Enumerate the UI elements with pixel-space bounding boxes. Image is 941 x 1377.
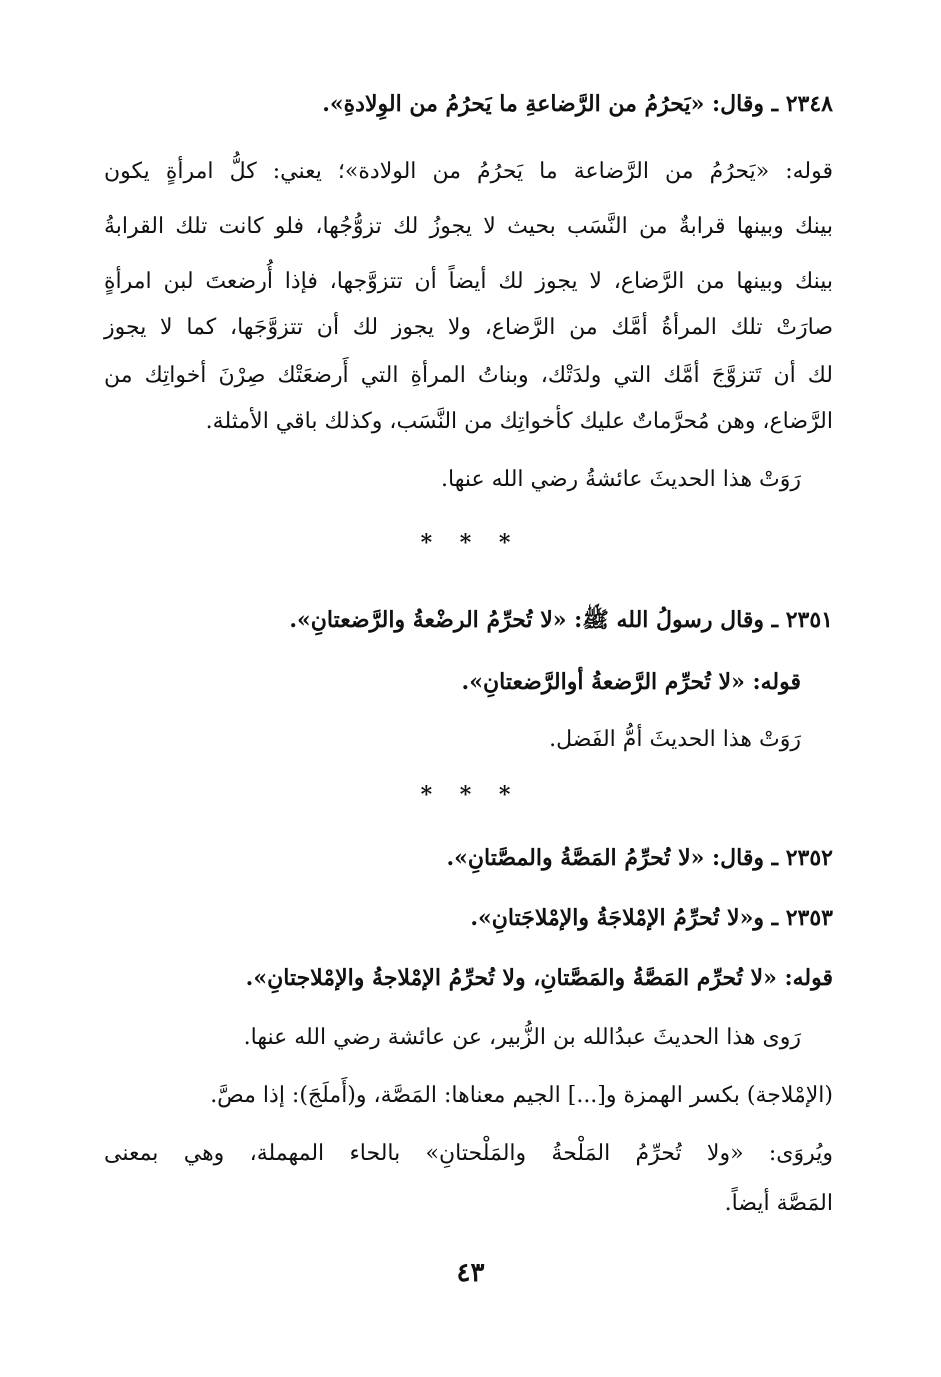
page-number: ٤٣: [456, 1258, 485, 1288]
hadith-2352: ٢٣٥٢ ـ وقال: «لا تُحرِّمُ المَصَّةُ والمصَّتانِ».: [446, 845, 833, 871]
commentary-line-6: الرَّضاع، وهن مُحرَّماتٌ عليك كأخواتِك من النَّسَب، وكذلك باقي الأمثلة.: [205, 409, 833, 434]
commentary-line-3: بينك وبينها من الرَّضاع، لا يجوز لك أيضاً أن تتزوَّجها، فإذا أُرضعتَ لبن امرأةٍ: [104, 269, 833, 294]
hadith-2353: ٢٣٥٣ ـ و«لا تُحرِّمُ الإمْلاجَةُ والإمْلاجَتانِ».: [470, 905, 833, 931]
narrator-line-2352: رَوى هذا الحديثَ عبدُالله بن الزُّبير، عن عائشة رضي الله عنها.: [243, 1025, 801, 1050]
narrator-line-2351: رَوَتْ هذا الحديثَ أمُّ الفَضل.: [549, 727, 801, 752]
explanation-line-1: (الإمْلاجة) بكسر الهمزة و[...] الجيم معناها: المَصَّة، و(أَملَجَ): إذا مصَّ.: [210, 1083, 833, 1108]
commentary-line-5: لك أن تَتزوَّجَ أمَّك التي ولدَتْك، وبناتُ المرأةِ التي أَرضعَتْك صِرْنَ أخواتِك من: [104, 363, 833, 388]
hadith-2351: ٢٣٥١ ـ وقال رسولُ الله ﷺ: «لا تُحرِّمُ الرضْعةُ والرَّضعتانِ».: [289, 607, 833, 633]
commentary-line-2: بينك وبينها قرابةٌ من النَّسَب بحيث لا يجوزُ لك تزوُّجُها، فلو كانت تلك القرابةُ: [104, 214, 833, 239]
section-separator: * * *: [420, 782, 521, 808]
commentary-2352-2353: قوله: «لا تُحرِّم المَصَّةُ والمَصَّتانِ، ولا تُحرِّمُ الإمْلاجةُ والإمْلاجتانِ».: [245, 965, 833, 991]
explanation-line-2: ويُروَى: «ولا تُحرِّمُ المَلْحةُ والمَلْحتانِ» بالحاء المهملة، وهي بمعنى: [104, 1141, 833, 1166]
explanation-line-3: المَصَّة أيضاً.: [724, 1191, 833, 1216]
commentary-2351: قوله: «لا تُحرِّم الرَّضعةُ أوالرَّضعتانِ».: [461, 669, 801, 695]
commentary-line-1: قوله: «يَحرُمُ من الرَّضاعة ما يَحرُمُ من الولادة»؛ يعني: كلُّ امرأةٍ يكون: [104, 159, 833, 184]
commentary-line-4: صارَتْ تلك المرأةُ أمَّك من الرَّضاع، ولا يجوز لك أن تتزوَّجَها، كما لا يجوز: [104, 315, 833, 340]
section-separator: * * *: [420, 530, 521, 556]
hadith-2348: ٢٣٤٨ ـ وقال: «يَحرُمُ من الرَّضاعةِ ما يَحرُمُ من الوِلادةِ».: [322, 91, 833, 117]
narrator-line-2348: رَوَتْ هذا الحديثَ عائشةُ رضي الله عنها.: [441, 467, 801, 492]
